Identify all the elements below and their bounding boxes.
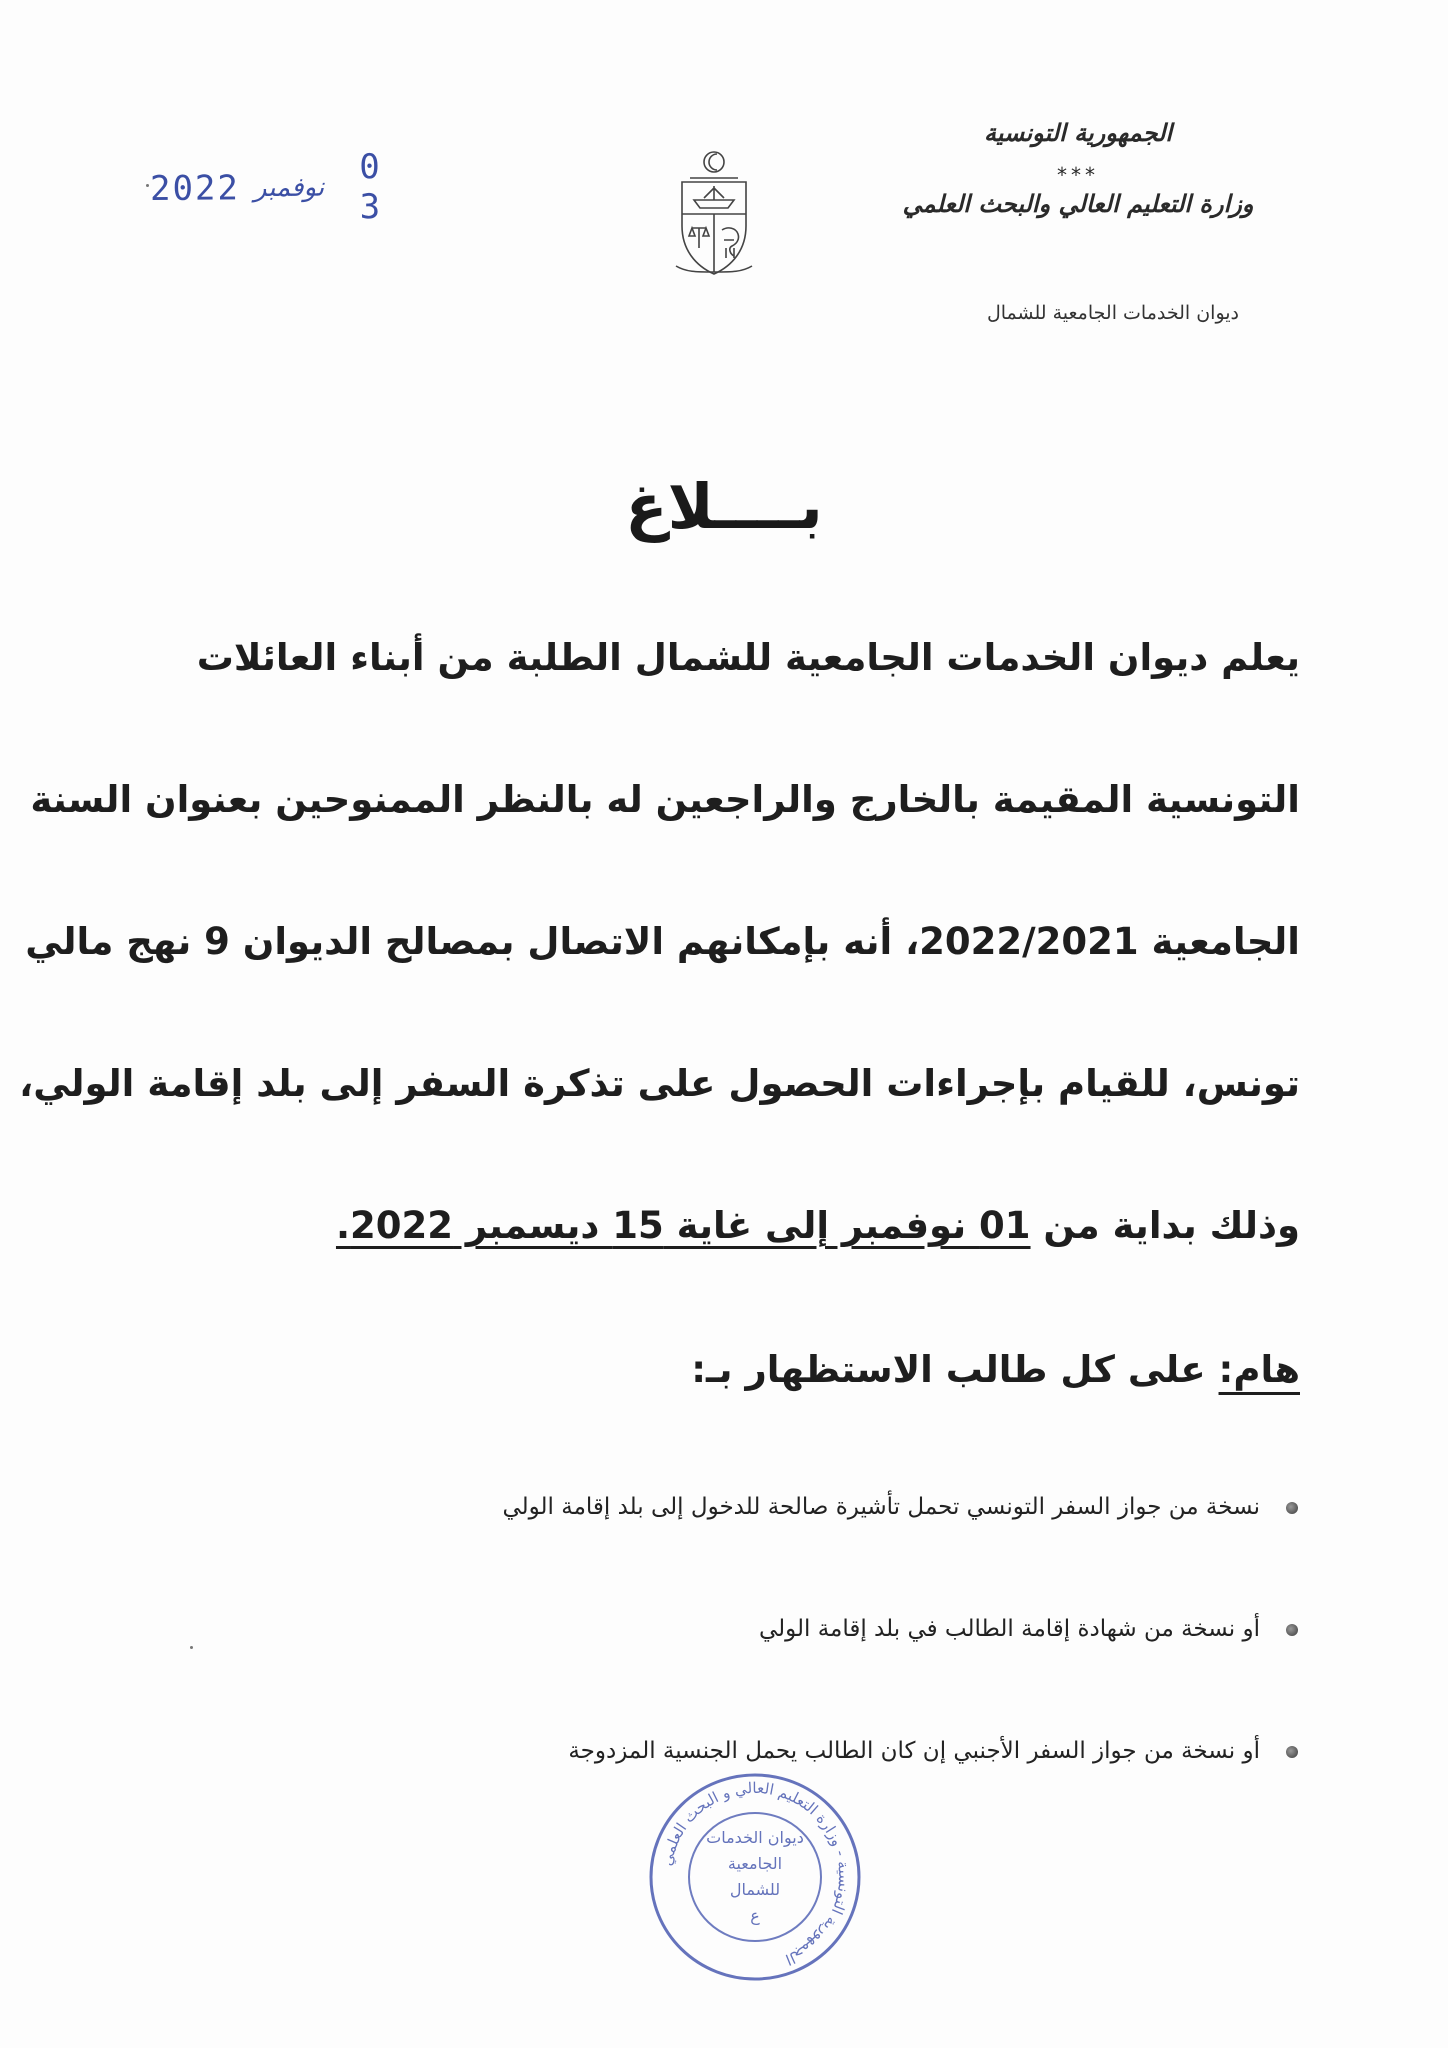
stamp-month: نوفمبر [253, 172, 325, 204]
body-line: الجامعية 2022/2021، أنه بإمكانهم الاتصال بمصالح الديوان 9 نهج مالي [25, 920, 1300, 963]
requirement-text: أو نسخة من شهادة إقامة الطالب في بلد إقامة الولي [758, 1616, 1260, 1642]
republic-name: الجمهورية التونسية [983, 118, 1173, 147]
bullet-icon [1286, 1624, 1298, 1636]
important-text: على كل طالب الاستظهار بـ: [691, 1348, 1219, 1391]
official-seal [648, 1770, 862, 1984]
header-stars: *** [1057, 163, 1099, 187]
scan-speck [146, 184, 149, 187]
letterhead [868, 118, 1288, 218]
document-title: بــــلاغ [625, 470, 823, 543]
announcement-body [19, 628, 1300, 1338]
important-label: هام: [1218, 1348, 1300, 1391]
requirement-text: أو نسخة من جواز السفر الأجنبي إن كان الطالب يحمل الجنسية المزدوجة [568, 1738, 1260, 1764]
seal-center-line: للشمال [729, 1880, 781, 1899]
important-heading [691, 1348, 1300, 1391]
dates-range: 01 نوفمبر إلى غاية 15 ديسمبر 2022. [335, 1204, 1031, 1247]
body-line: يعلم ديوان الخدمات الجامعية للشمال الطلبة من أبناء العائلات [196, 636, 1300, 679]
body-line: التونسية المقيمة بالخارج والراجعين له بالنظر الممنوحين بعنوان السنة [30, 778, 1300, 821]
seal-center [648, 1770, 862, 1984]
stamp-day: 0 3 [359, 146, 391, 228]
office-name: ديوان الخدمات الجامعية للشمال [986, 302, 1240, 324]
body-line: تونس، للقيام بإجراءات الحصول على تذكرة السفر إلى بلد إقامة الولي، [19, 1062, 1300, 1105]
seal-center-line: ديوان الخدمات [706, 1828, 804, 1847]
stamp-year: 2022 [149, 168, 241, 210]
bullet-icon [1286, 1502, 1298, 1514]
seal-center-line: الجامعية [727, 1854, 783, 1873]
dates-prefix: وذلك بداية من [1030, 1204, 1300, 1247]
bullet-icon [1286, 1746, 1298, 1758]
list-item [398, 1612, 1298, 1734]
received-date-stamp [149, 146, 391, 228]
requirement-text: نسخة من جواز السفر التونسي تحمل تأشيرة صالحة للدخول إلى بلد إقامة الولي [502, 1494, 1260, 1520]
seal-ring-text: الجمهورية التونسية - وزارة التعليم العالي و البحث العلمي [657, 1778, 854, 1969]
list-item [398, 1490, 1298, 1612]
body-line-dates [236, 1196, 1300, 1338]
ministry-name: وزارة التعليم العالي والبحث العلمي [902, 189, 1254, 218]
tunisia-coat-of-arms-icon [668, 148, 760, 280]
seal-center-line: ع [750, 1906, 760, 1925]
scan-speck [190, 1646, 193, 1649]
